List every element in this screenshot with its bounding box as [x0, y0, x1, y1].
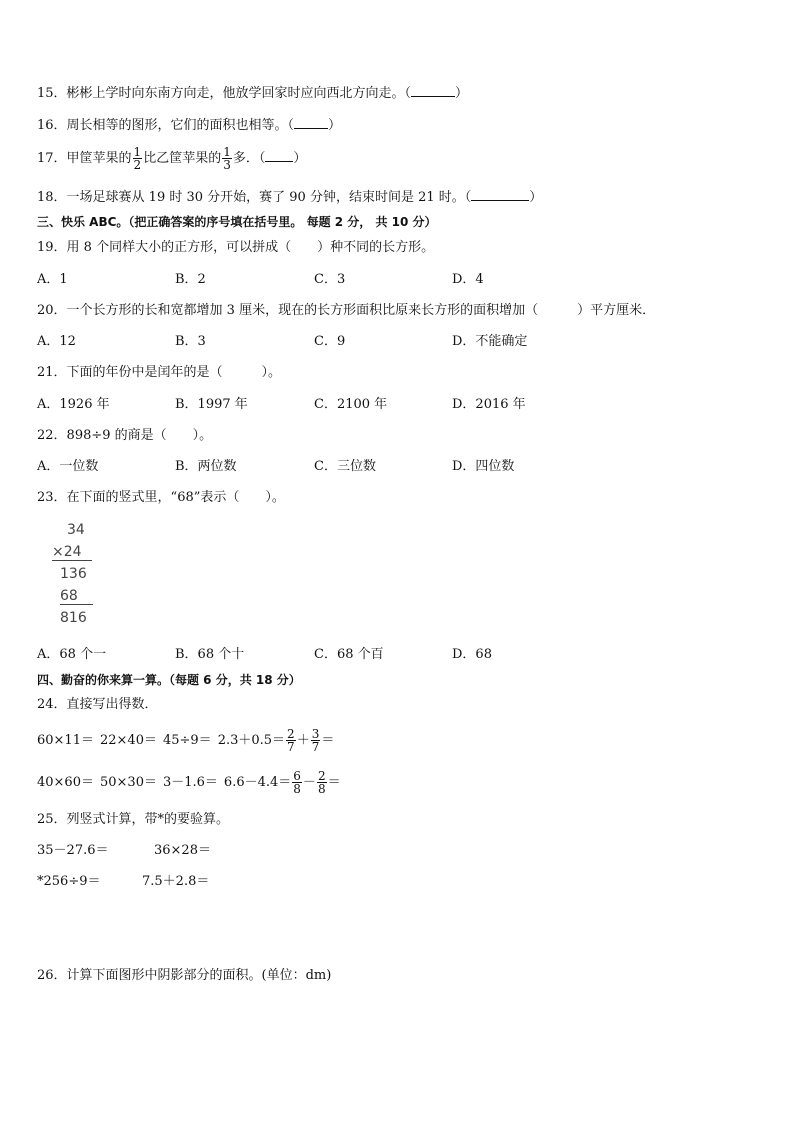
option-d[interactable]: D．4	[452, 272, 484, 287]
question-17: 17．甲筐苹果的 $\frac{1}{2}$ 比乙筐苹果的 $\frac{1}{3}$ 多．（ ）	[37, 145, 307, 172]
option-c[interactable]: C．3	[314, 272, 346, 287]
question-21: 21．下面的年份中是闰年的是（ ）。	[37, 365, 282, 380]
question-25: 25．列竖式计算，带*的要验算。	[37, 812, 230, 827]
answer-blank[interactable]	[471, 188, 529, 201]
option-c[interactable]: C．2100 年	[314, 397, 388, 412]
option-d[interactable]: D．四位数	[452, 459, 515, 474]
fraction: $\frac{2}{8}$	[317, 769, 326, 796]
option-a[interactable]: A．1	[37, 272, 68, 287]
option-d[interactable]: D．不能确定	[452, 334, 528, 349]
calc-item: 36×28＝	[154, 843, 211, 858]
calc-item: 7.5＋2.8＝	[142, 874, 210, 889]
option-b[interactable]: B．3	[175, 334, 206, 349]
answer-blank[interactable]	[294, 116, 328, 129]
question-20: 20．一个长方形的长和宽都增加 3 厘米，现在的长方形面积比原来长方形的面积增加（ ）平方厘米．	[37, 303, 656, 318]
option-c[interactable]: C．三位数	[314, 459, 376, 474]
option-c[interactable]: C．68 个百	[314, 647, 384, 662]
question-16: 16．周长相等的图形，它们的面积也相等。（ ）	[37, 118, 342, 133]
question-24: 24．直接写出得数．	[37, 697, 158, 712]
section-4-heading: 四、勤奋的你来算一算。（每题 6 分，共 18 分）	[37, 673, 301, 687]
question-18: 18．一场足球赛从 19 时 30 分开始，赛了 90 分钟，结束时间是 21 时。（ ）	[37, 190, 543, 205]
option-b[interactable]: B．68 个十	[175, 647, 245, 662]
answer-blank[interactable]	[411, 84, 455, 97]
fraction: $\frac{1}{3}$	[223, 145, 231, 172]
option-a[interactable]: A．1926 年	[37, 397, 110, 412]
option-d[interactable]: D．2016 年	[452, 397, 526, 412]
calc-item: 35－27.6＝	[37, 843, 109, 858]
option-a[interactable]: A．一位数	[37, 459, 99, 474]
answer-blank[interactable]	[265, 149, 293, 162]
question-19: 19．用 8 个同样大小的正方形，可以拼成（ ）种不同的长方形。	[37, 240, 435, 255]
calc-row-1: 60×11＝ 22×40＝ 45÷9＝ 2.3＋0.5＝ $\frac{2}{7}$ ＋ $\frac{3}{7}$ ＝	[37, 727, 335, 754]
fraction: $\frac{3}{7}$	[311, 727, 320, 754]
option-b[interactable]: B．1997 年	[175, 397, 248, 412]
fraction: $\frac{1}{2}$	[133, 145, 142, 172]
calc-item: *256÷9＝	[37, 874, 101, 889]
question-15: 15．彬彬上学时向东南方向走，他放学回家时应向西北方向走。（ ）	[37, 86, 469, 101]
fraction: $\frac{6}{8}$	[293, 769, 301, 796]
option-a[interactable]: A．12	[37, 334, 76, 349]
option-b[interactable]: B．2	[175, 272, 206, 287]
option-b[interactable]: B．两位数	[175, 459, 237, 474]
vertical-multiplication: 34 ×24 136 68 816	[52, 520, 112, 630]
section-3-heading: 三、快乐 ABC。（把正确答案的序号填在括号里。 每题 2 分， 共 10 分）	[37, 215, 437, 229]
question-26: 26．计算下面图形中阴影部分的面积。(单位：dm)	[37, 968, 332, 983]
option-d[interactable]: D．68	[452, 647, 492, 662]
question-23: 23．在下面的竖式里，“68”表示（ ）。	[37, 490, 285, 505]
calc-row-2: 40×60＝ 50×30＝ 3－1.6＝ 6.6－4.4＝ $\frac{6}{8}$ － $\frac{2}{8}$ ＝	[37, 769, 341, 796]
option-c[interactable]: C．9	[314, 334, 346, 349]
option-a[interactable]: A．68 个一	[37, 647, 107, 662]
fraction: $\frac{2}{7}$	[287, 727, 295, 754]
question-22: 22．898÷9 的商是（ ）。	[37, 428, 213, 443]
